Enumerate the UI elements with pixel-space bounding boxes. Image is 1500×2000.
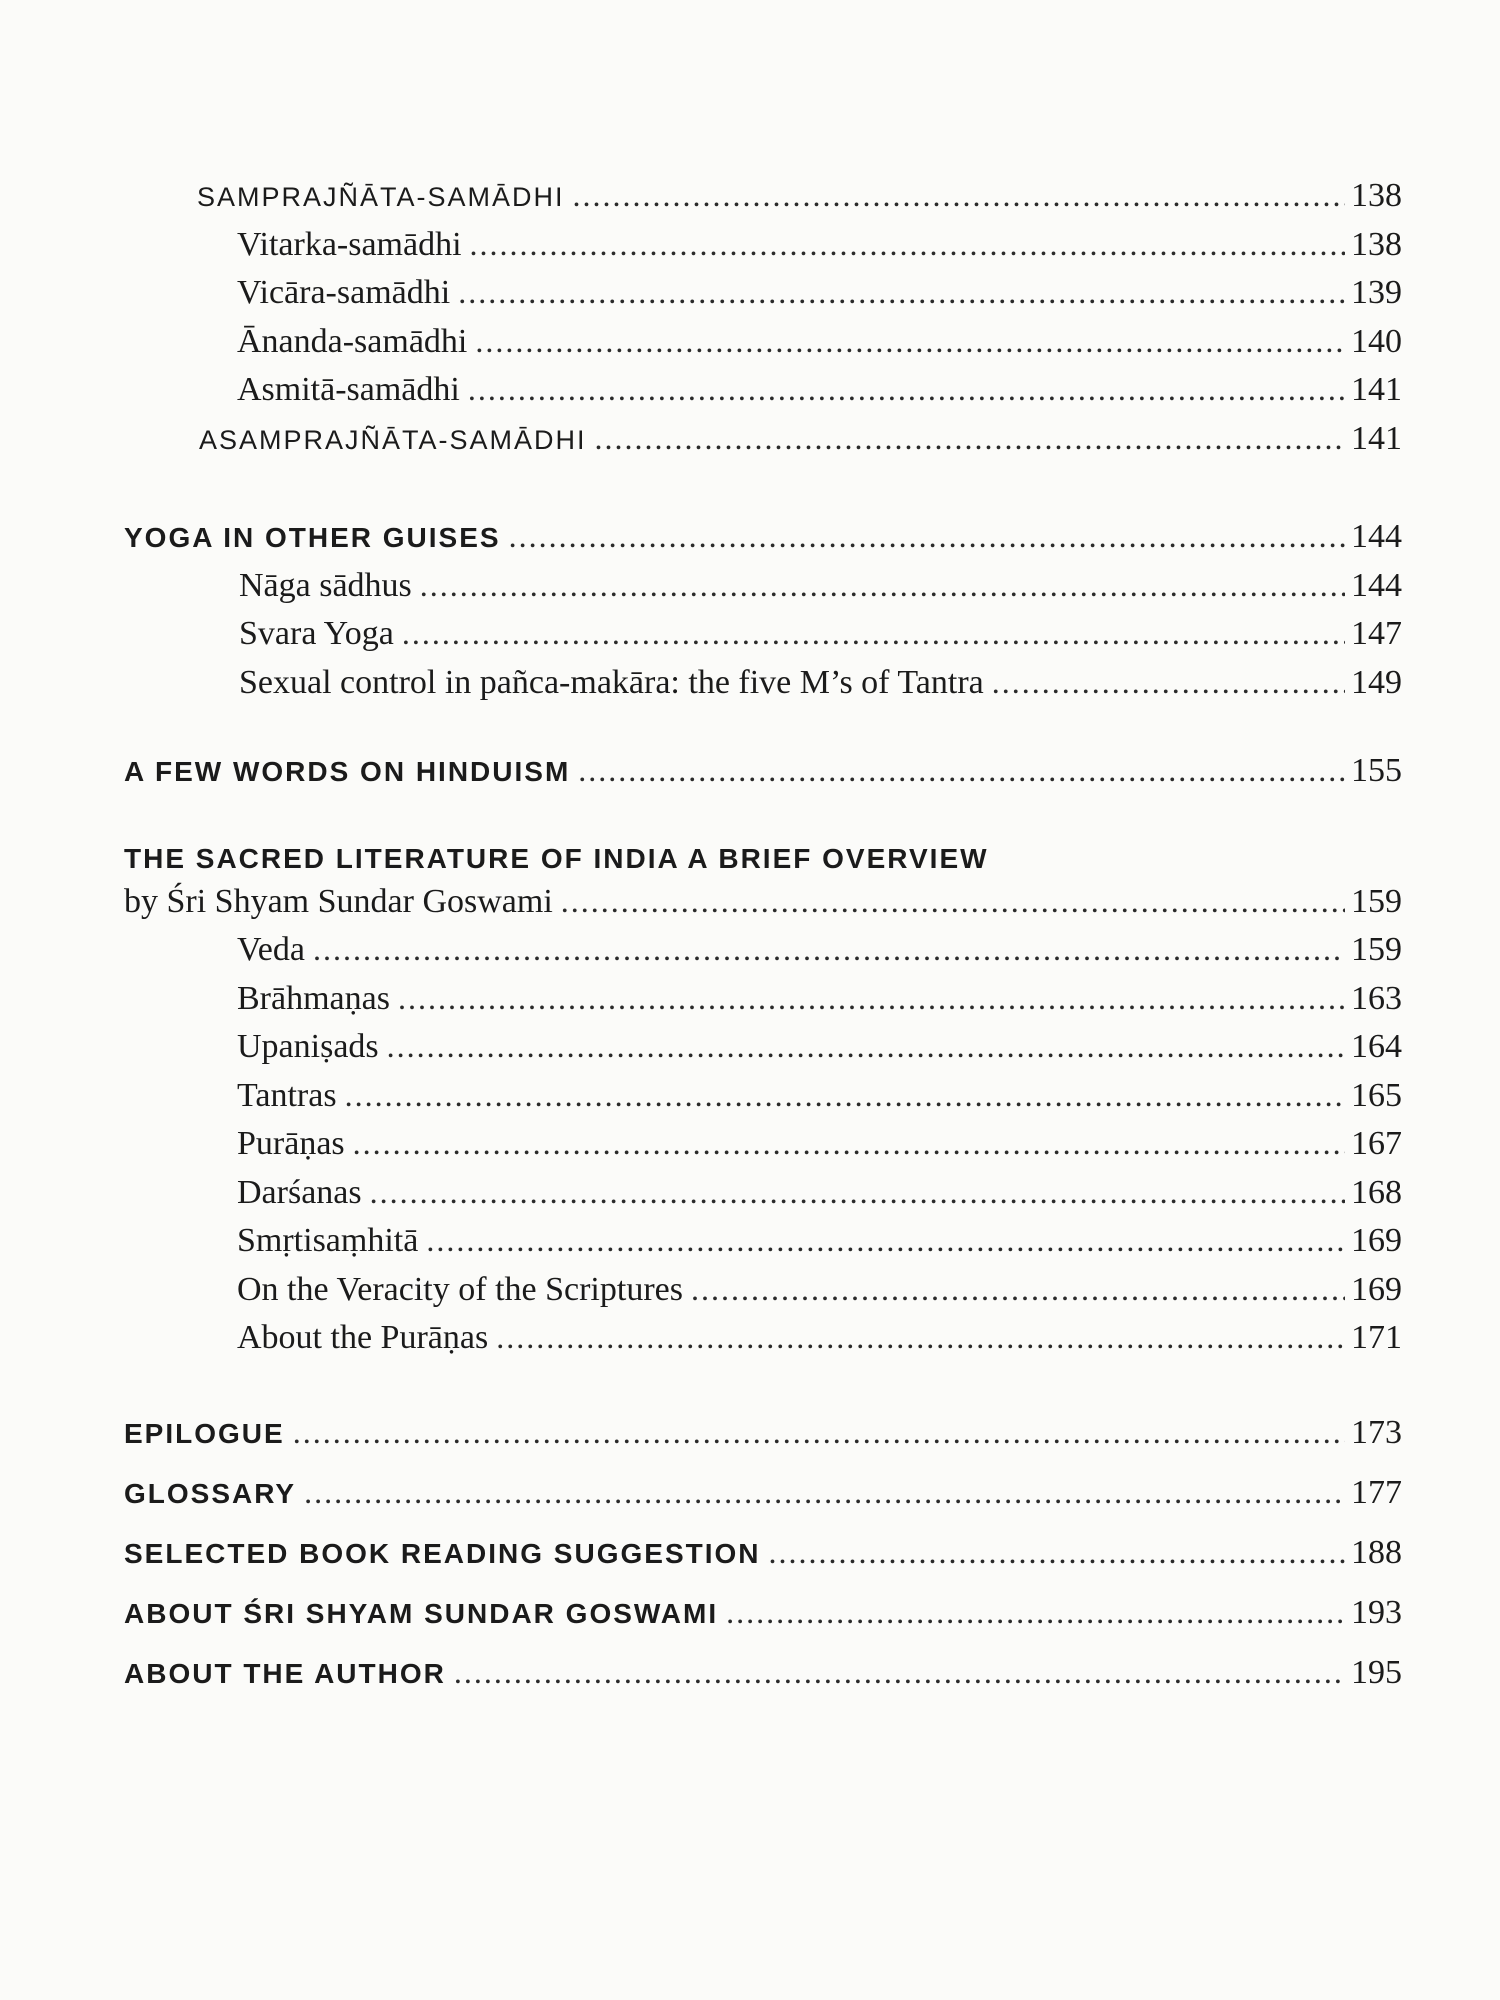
toc-entry-title: SELECTED BOOK READING SUGGESTION (124, 1537, 761, 1569)
toc-entry-title: SAMPRAJÑĀTA-SAMĀDHI (197, 182, 565, 212)
dot-leader (470, 226, 1345, 263)
toc-entry-puranas[interactable] (124, 1125, 1402, 1174)
toc-entry-page: 173 (1351, 1413, 1402, 1451)
toc-entry-page: 139 (1351, 274, 1402, 311)
toc-entry-title: Vicāra-samādhi (237, 274, 451, 311)
toc-entry-page: 195 (1351, 1653, 1402, 1691)
toc-entry-page: 140 (1351, 322, 1402, 360)
dot-leader (561, 883, 1345, 920)
toc-entry-title: Sexual control in pañca-makāra: the five M’s of Tantra (239, 663, 984, 701)
toc-entry-title: ASAMPRAJÑĀTA-SAMĀDHI (199, 424, 587, 455)
toc-entry-page: 163 (1351, 979, 1402, 1017)
toc-entry-title: About the Purāṇas (237, 1319, 489, 1356)
toc-entry-veda[interactable] (124, 931, 1402, 980)
dot-leader (475, 323, 1345, 360)
toc-entry-page: 159 (1351, 931, 1402, 968)
dot-leader (691, 1271, 1345, 1308)
toc-entry-page: 138 (1351, 177, 1402, 214)
toc-entry-page: 164 (1351, 1028, 1402, 1065)
toc-entry-page: 171 (1351, 1319, 1402, 1356)
toc-entry-panca-makara[interactable] (124, 664, 1402, 713)
dot-leader (496, 1319, 1345, 1356)
toc-entry-page: 141 (1351, 419, 1402, 457)
toc-entry-page: 169 (1351, 1270, 1402, 1308)
toc-entry-title: Purāṇas (237, 1125, 345, 1162)
toc-entry-samprajnata[interactable] (124, 177, 1402, 226)
dot-leader (398, 980, 1345, 1017)
toc-entry-upanisads[interactable] (124, 1028, 1402, 1077)
toc-entry-title: Smṛtisaṃhitā (237, 1222, 419, 1259)
toc-entry-darsanas[interactable] (124, 1174, 1402, 1223)
toc-entry-title: YOGA IN OTHER GUISES (124, 522, 501, 553)
toc-entry-page: 147 (1351, 615, 1402, 652)
toc-entry-title: Ānanda-samādhi (237, 322, 468, 360)
toc-entry-naga-sadhus[interactable] (124, 567, 1402, 616)
dot-leader (402, 615, 1345, 652)
toc-entry-vicara[interactable] (124, 274, 1402, 323)
toc-entry-page: 144 (1351, 518, 1402, 555)
toc-entry-title: Upaniṣads (237, 1028, 379, 1065)
section-spacer (124, 468, 1402, 518)
toc-entry-tantras[interactable] (124, 1077, 1402, 1126)
dot-leader (726, 1594, 1345, 1631)
dot-leader (304, 1474, 1345, 1511)
table-of-contents (124, 177, 1402, 1714)
toc-entry-page: 149 (1351, 663, 1402, 701)
toc-entry-page: 165 (1351, 1076, 1402, 1114)
toc-entry-reading-suggestion[interactable] (124, 1534, 1402, 1594)
toc-entry-about-author[interactable] (124, 1654, 1402, 1714)
dot-leader (509, 518, 1345, 555)
dot-leader (458, 274, 1345, 311)
toc-entry-title: EPILOGUE (124, 1417, 285, 1449)
toc-entry-title: Brāhmaṇas (237, 979, 390, 1017)
dot-leader (420, 567, 1345, 604)
toc-entry-hinduism[interactable] (124, 752, 1402, 801)
toc-entry-title: Darśanas (237, 1173, 362, 1211)
toc-entry-title: Tantras (237, 1076, 337, 1114)
section-spacer (124, 712, 1402, 752)
toc-entry-page: 167 (1351, 1125, 1402, 1162)
toc-entry-asamprajnata[interactable] (124, 420, 1402, 469)
toc-entry-title: Nāga sādhus (239, 566, 412, 604)
dot-leader (293, 1414, 1345, 1451)
section-spacer (124, 801, 1402, 835)
toc-entry-page: 155 (1351, 752, 1402, 789)
dot-leader (769, 1534, 1346, 1571)
toc-entry-svara-yoga[interactable] (124, 615, 1402, 664)
toc-entry-about-puranas[interactable] (124, 1319, 1402, 1368)
toc-entry-title: by Śri Shyam Sundar Goswami (124, 882, 553, 920)
toc-entry-page: 159 (1351, 882, 1402, 920)
toc-entry-ananda[interactable] (124, 323, 1402, 372)
dot-leader (313, 931, 1345, 968)
toc-entry-vitarka[interactable] (124, 226, 1402, 275)
section-spacer (124, 1368, 1402, 1414)
dot-leader (468, 371, 1345, 408)
toc-entry-yoga-other-guises[interactable] (124, 518, 1402, 567)
toc-entry-epilogue[interactable] (124, 1414, 1402, 1474)
toc-entry-smrtisamhita[interactable] (124, 1222, 1402, 1271)
toc-entry-page: 177 (1351, 1473, 1402, 1511)
toc-entry-page: 169 (1351, 1222, 1402, 1259)
dot-leader (454, 1654, 1345, 1691)
toc-entry-veracity[interactable] (124, 1271, 1402, 1320)
toc-entry-asmita[interactable] (124, 371, 1402, 420)
dot-leader (345, 1077, 1345, 1114)
dot-leader (387, 1028, 1345, 1065)
toc-entry-page: 188 (1351, 1533, 1402, 1571)
toc-entry-glossary[interactable] (124, 1474, 1402, 1534)
toc-entry-title: A FEW WORDS ON HINDUISM (124, 756, 571, 787)
toc-entry-page: 138 (1351, 225, 1402, 263)
toc-entry-about-goswami[interactable] (124, 1594, 1402, 1654)
toc-entry-page: 193 (1351, 1593, 1402, 1631)
toc-entry-title: Veda (237, 931, 305, 968)
dot-leader (370, 1174, 1345, 1211)
toc-heading-sacred-literature[interactable]: THE SACRED LITERATURE OF INDIA A BRIEF OVERVIEW (124, 842, 989, 874)
toc-entry-title: On the Veracity of the Scriptures (237, 1270, 683, 1308)
dot-leader (578, 752, 1345, 789)
toc-entry-title: Vitarka-samādhi (237, 225, 462, 263)
toc-entry-title: ABOUT THE AUTHOR (124, 1657, 446, 1689)
toc-entry-sacred-literature-byline[interactable] (124, 883, 1402, 932)
toc-entry-title: Svara Yoga (239, 615, 394, 652)
dot-leader (595, 420, 1345, 457)
toc-entry-title: ABOUT ŚRI SHYAM SUNDAR GOSWAMI (124, 1597, 719, 1629)
toc-entry-brahmanas[interactable] (124, 980, 1402, 1029)
toc-entry-page: 168 (1351, 1173, 1402, 1211)
toc-entry-title: GLOSSARY (124, 1477, 297, 1509)
dot-leader (992, 664, 1345, 701)
dot-leader (573, 177, 1345, 214)
toc-entry-page: 144 (1351, 566, 1402, 604)
toc-entry-page: 141 (1351, 371, 1402, 408)
toc-entry-title: Asmitā-samādhi (237, 371, 460, 408)
dot-leader (353, 1125, 1345, 1162)
dot-leader (426, 1222, 1345, 1259)
